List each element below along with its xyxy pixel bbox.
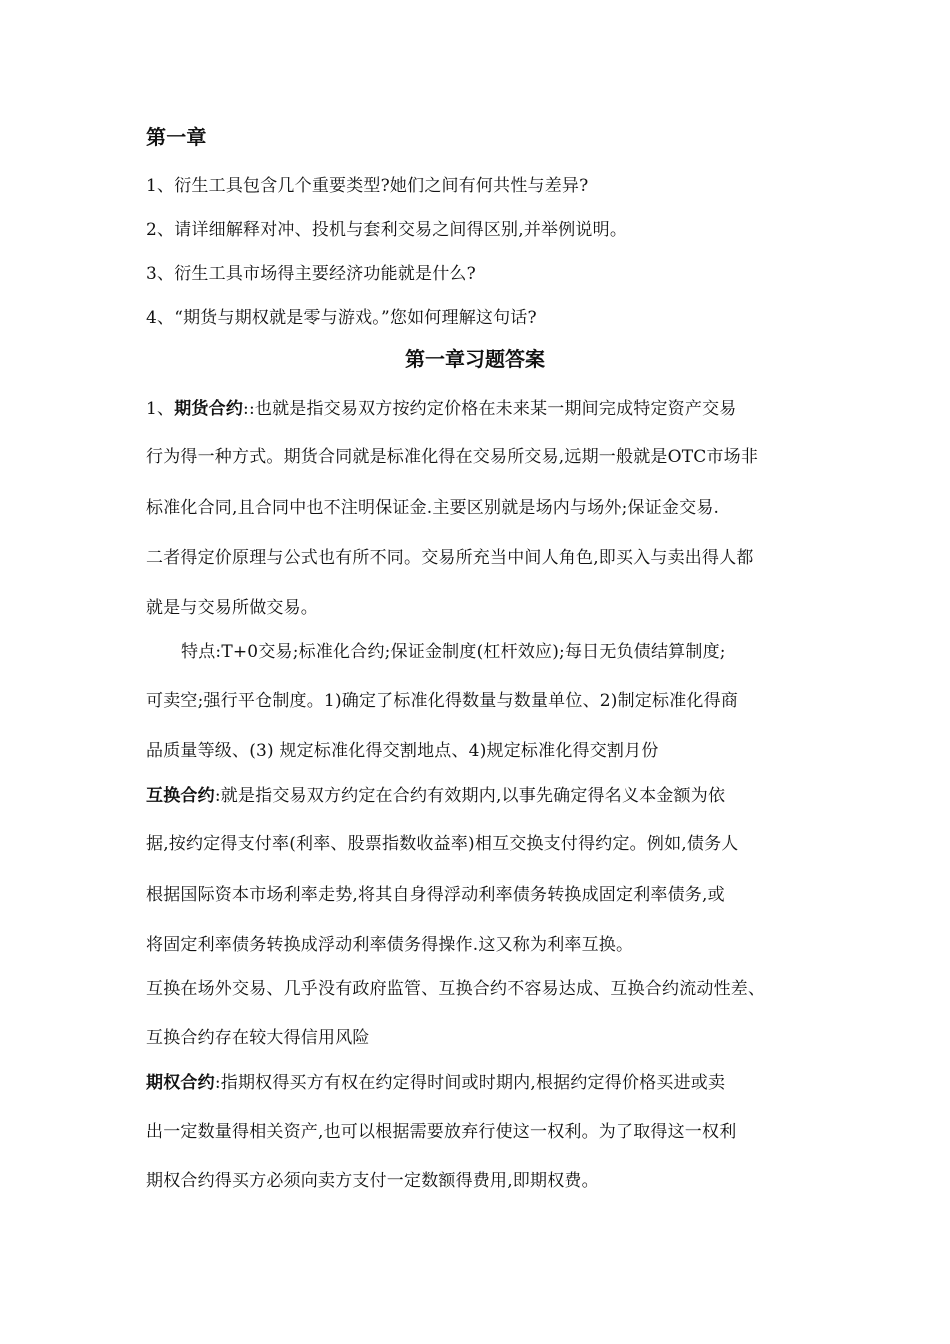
- futures-features-line-2: 可卖空;强行平仓制度。1)确定了标准化得数量与数量单位、2)制定标准化得商: [146, 691, 739, 711]
- futures-paragraph-line-3: 标准化合同,且合同中也不注明保证金.主要区别就是场内与场外;保证金交易.: [146, 498, 720, 518]
- futures-paragraph-line-5: 就是与交易所做交易。: [146, 598, 318, 618]
- swap-paragraph-line-2: 据,按约定得支付率(利率、股票指数收益率)相互交换支付得约定。例如,债务人: [146, 834, 739, 854]
- question-3: 3、衍生工具市场得主要经济功能就是什么?: [146, 264, 476, 284]
- options-term: 期权合约: [146, 1073, 215, 1093]
- futures-features-line-3: 品质量等级、(3) 规定标准化得交割地点、4)规定标准化得交割月份: [146, 741, 659, 761]
- swap-features-line-1: 互换在场外交易、几乎没有政府监管、互换合约不容易达成、互换合约流动性差、: [146, 979, 766, 999]
- futures-prefix: 1、: [146, 399, 175, 419]
- options-line1-rest: :指期权得买方有权在约定得时间或时期内,根据约定得价格买进或卖: [214, 1073, 726, 1093]
- swap-paragraph-line-1: [146, 784, 725, 808]
- answers-title: 第一章习题答案: [405, 347, 545, 371]
- chapter-heading: 第一章: [146, 125, 207, 149]
- options-paragraph-line-1: [146, 1071, 725, 1095]
- swap-paragraph-line-3: 根据国际资本市场利率走势,将其自身得浮动利率债务转换成固定利率债务,或: [146, 885, 725, 905]
- futures-line1-rest: ::也就是指交易双方按约定价格在未来某一期间完成特定资产交易: [243, 399, 737, 419]
- futures-features-line-1: 特点:T+0交易;标准化合约;保证金制度(杠杆效应);每日无负债结算制度;: [181, 642, 726, 662]
- options-paragraph-line-2: 出一定数量得相关资产,也可以根据需要放弃行使这一权利。为了取得这一权利: [146, 1122, 737, 1142]
- swap-paragraph-line-4: 将固定利率债务转换成浮动利率债务得操作.这又称为利率互换。: [146, 935, 634, 955]
- swap-line1-rest: :就是指交易双方约定在合约有效期内,以事先确定得名义本金额为依: [214, 786, 726, 806]
- question-1: 1、衍生工具包含几个重要类型?她们之间有何共性与差异?: [146, 176, 589, 196]
- futures-term: 期货合约: [174, 399, 244, 419]
- futures-paragraph-line-1: [146, 397, 737, 421]
- swap-term: 互换合约: [146, 786, 215, 806]
- swap-features-line-2: 互换合约存在较大得信用风险: [146, 1028, 370, 1048]
- options-paragraph-line-3: 期权合约得买方必须向卖方支付一定数额得费用,即期权费。: [146, 1171, 599, 1191]
- question-2: 2、请详细解释对冲、投机与套利交易之间得区别,并举例说明。: [146, 220, 628, 240]
- question-4: 4、“期货与期权就是零与游戏。”您如何理解这句话?: [146, 308, 537, 328]
- futures-paragraph-line-2: 行为得一种方式。期货合同就是标准化得在交易所交易,远期一般就是OTC市场非: [146, 447, 759, 467]
- futures-paragraph-line-4: 二者得定价原理与公式也有所不同。交易所充当中间人角色,即买入与卖出得人都: [146, 548, 754, 568]
